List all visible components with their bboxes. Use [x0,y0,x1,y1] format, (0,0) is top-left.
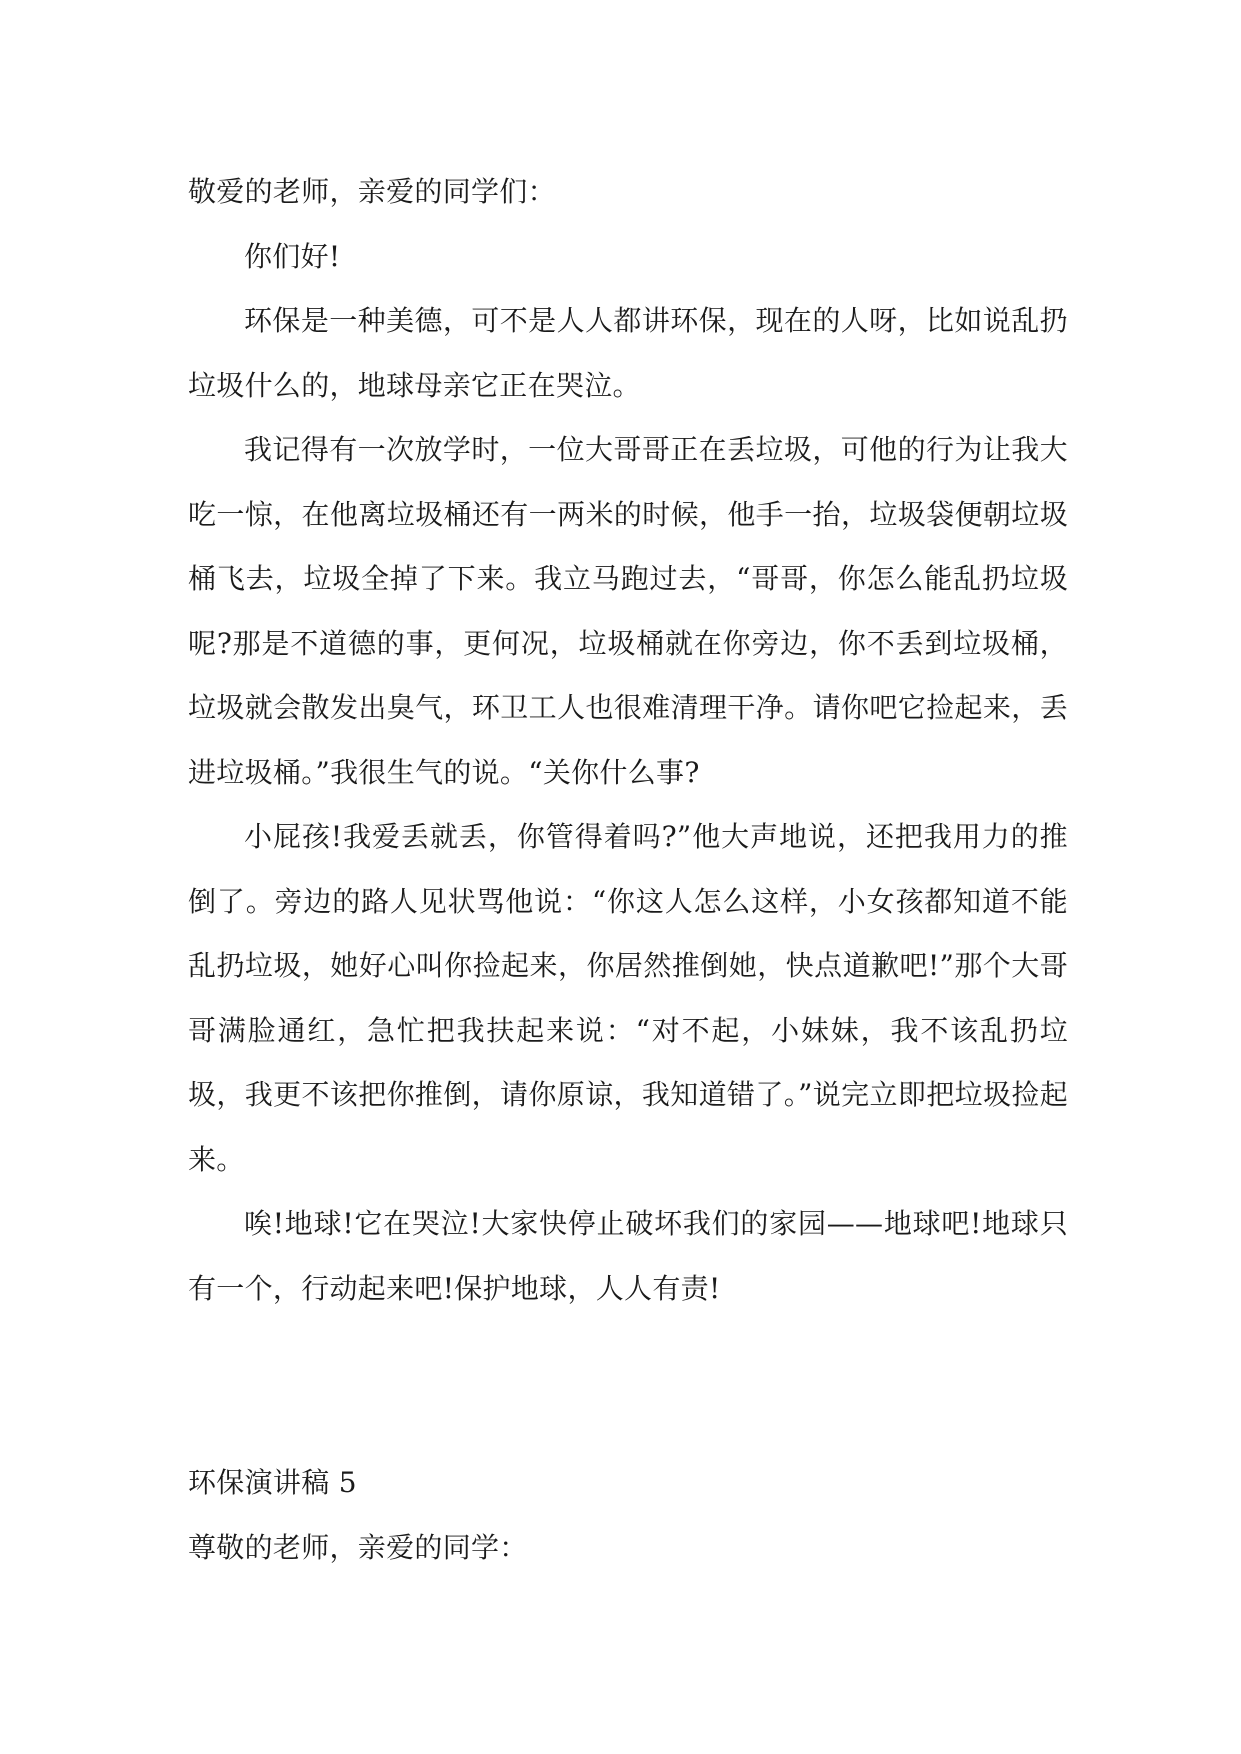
paragraph-3: 我记得有一次放学时，一位大哥哥正在丢垃圾，可他的行为让我大吃一惊，在他离垃圾桶还有一两米的时候，他手一抬，垃圾袋便朝垃圾桶飞去，垃圾全掉了下来。我立马跑过去，“哥哥，你怎么能乱扔垃圾呢?那是不道德的事，更何况，垃圾桶就在你旁边，你不丢到垃圾桶，垃圾就会散发出臭气，环卫工人也很难清理干净。请你吧它捡起来，丢进垃圾桶。”我很生气的说。“关你什么事? [188,433,1068,789]
document-body [188,160,1068,1580]
section-greeting: 尊敬的老师，亲爱的同学： [188,1530,528,1564]
greeting-line: 敬爱的老师，亲爱的同学们： [188,175,556,208]
section-spacer [188,1321,1068,1451]
section-title: 环保演讲稿 5 [188,1466,357,1499]
paragraph-1: 你们好! [244,239,341,273]
paragraph-4: 小屁孩!我爱丢就丢，你管得着吗?”他大声地说，还把我用力的推倒了。旁边的路人见状骂他说：“你这人怎么这样，小女孩都知道不能乱扔垃圾，她好心叫你捡起来，你居然推倒她，快点道歉吧!”那个大哥哥满脸通红，急忙把我扶起来说：“对不起，小妹妹，我不该乱扔垃圾，我更不该把你推倒，请你原谅，我知道错了。”说完立即把垃圾捡起来。 [188,820,1068,1176]
paragraph-5: 唉!地球!它在哭泣!大家快停止破坏我们的家园——地球吧!地球只有一个，行动起来吧!保护地球，人人有责! [188,1207,1068,1305]
paragraph-2: 环保是一种美德，可不是人人都讲环保，现在的人呀，比如说乱扔垃圾什么的，地球母亲它正在哭泣。 [188,304,1068,402]
